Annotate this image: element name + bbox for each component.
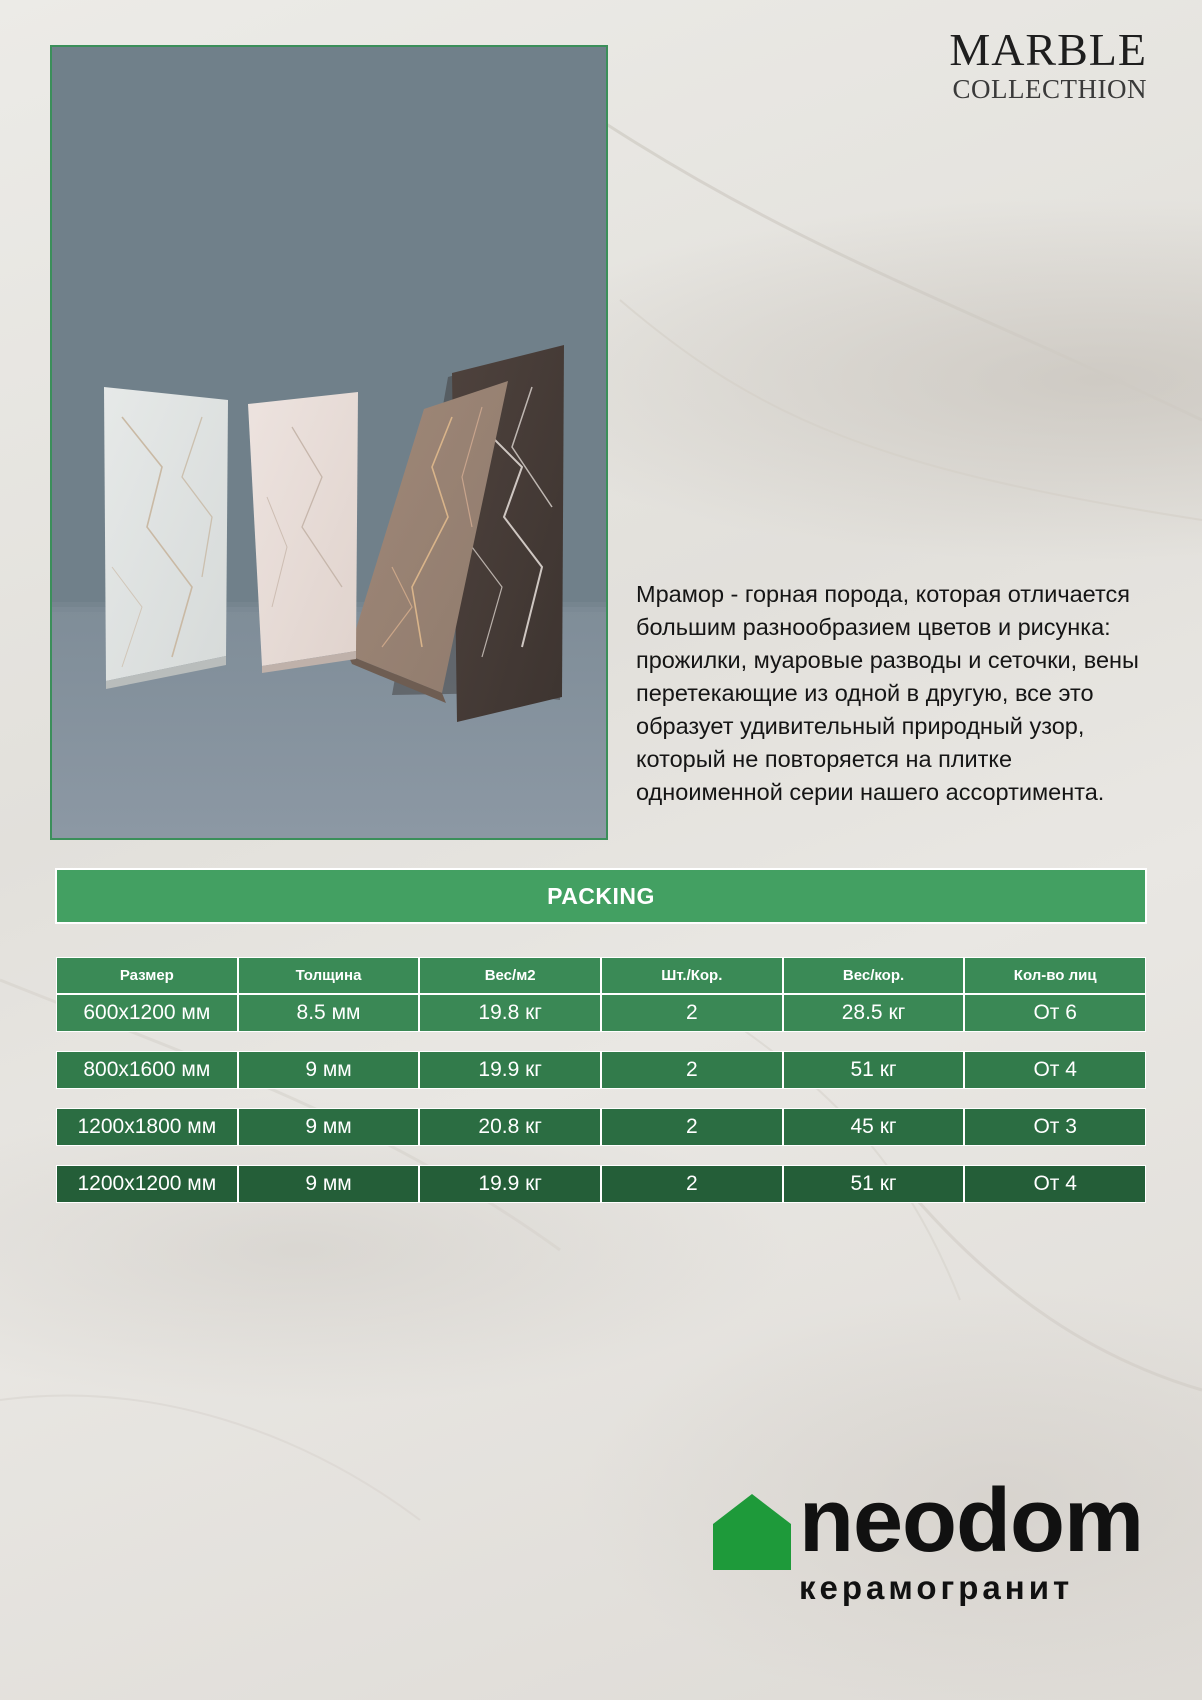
- cell-thickness: 9 мм: [238, 1165, 420, 1203]
- table-row: [56, 1108, 1146, 1146]
- logo-subtitle: керамогранит: [799, 1569, 1074, 1606]
- table-row: [56, 1165, 1146, 1203]
- marble-tiles-illustration: [52, 47, 606, 838]
- column-header-weight-box: Вес/кор.: [783, 957, 965, 994]
- packing-title: PACKING: [547, 882, 655, 909]
- cell-faces: От 6: [964, 994, 1146, 1032]
- column-header-thickness: Толщина: [238, 957, 420, 994]
- table-row: [56, 1051, 1146, 1089]
- cell-pcs-box: 2: [601, 1165, 783, 1203]
- cell-weight-m2: 20.8 кг: [419, 1108, 601, 1146]
- neodom-logo: [713, 1471, 1153, 1610]
- cell-weight-box: 45 кг: [783, 1108, 965, 1146]
- packing-header-bar: [55, 868, 1147, 924]
- cell-pcs-box: 2: [601, 1051, 783, 1089]
- collection-title-line1: MARBLE: [949, 24, 1147, 75]
- cell-faces: От 4: [964, 1051, 1146, 1089]
- cell-faces: От 4: [964, 1165, 1146, 1203]
- cell-weight-m2: 19.9 кг: [419, 1165, 601, 1203]
- column-header-weight-m2: Вес/м2: [419, 957, 601, 994]
- cell-faces: От 3: [964, 1108, 1146, 1146]
- cell-thickness: 8.5 мм: [238, 994, 420, 1032]
- cell-thickness: 9 мм: [238, 1051, 420, 1089]
- cell-thickness: 9 мм: [238, 1108, 420, 1146]
- cell-size: 1200x1800 мм: [56, 1108, 238, 1146]
- table-row: [56, 994, 1146, 1032]
- cell-weight-box: 51 кг: [783, 1051, 965, 1089]
- product-photo: [50, 45, 608, 840]
- cell-weight-m2: 19.8 кг: [419, 994, 601, 1032]
- column-header-faces: Кол-во лиц: [964, 957, 1146, 994]
- house-icon: [713, 1494, 791, 1570]
- collection-title-line2: COLLECTHION: [952, 74, 1147, 104]
- description-text: Мрамор - горная порода, которая отличается большим разнообразием цветов и рисунка: прожилки, муаровые разводы и сеточки, вены перетекающие из одной в другую, все это образует удивительный природный узор, который не повторяется на плитке одноименной серии нашего ассортимента.: [636, 581, 1139, 805]
- cell-size: 600x1200 мм: [56, 994, 238, 1032]
- cell-size: 800x1600 мм: [56, 1051, 238, 1089]
- cell-weight-m2: 19.9 кг: [419, 1051, 601, 1089]
- collection-title: [949, 26, 1147, 104]
- logo-name: neodom: [799, 1471, 1143, 1571]
- packing-table: [56, 957, 1146, 1203]
- column-header-pcs-box: Шт./Кор.: [601, 957, 783, 994]
- column-header-size: Размер: [56, 957, 238, 994]
- cell-weight-box: 51 кг: [783, 1165, 965, 1203]
- cell-pcs-box: 2: [601, 994, 783, 1032]
- table-header-row: [56, 957, 1146, 994]
- cell-size: 1200x1200 мм: [56, 1165, 238, 1203]
- cell-pcs-box: 2: [601, 1108, 783, 1146]
- cell-weight-box: 28.5 кг: [783, 994, 965, 1032]
